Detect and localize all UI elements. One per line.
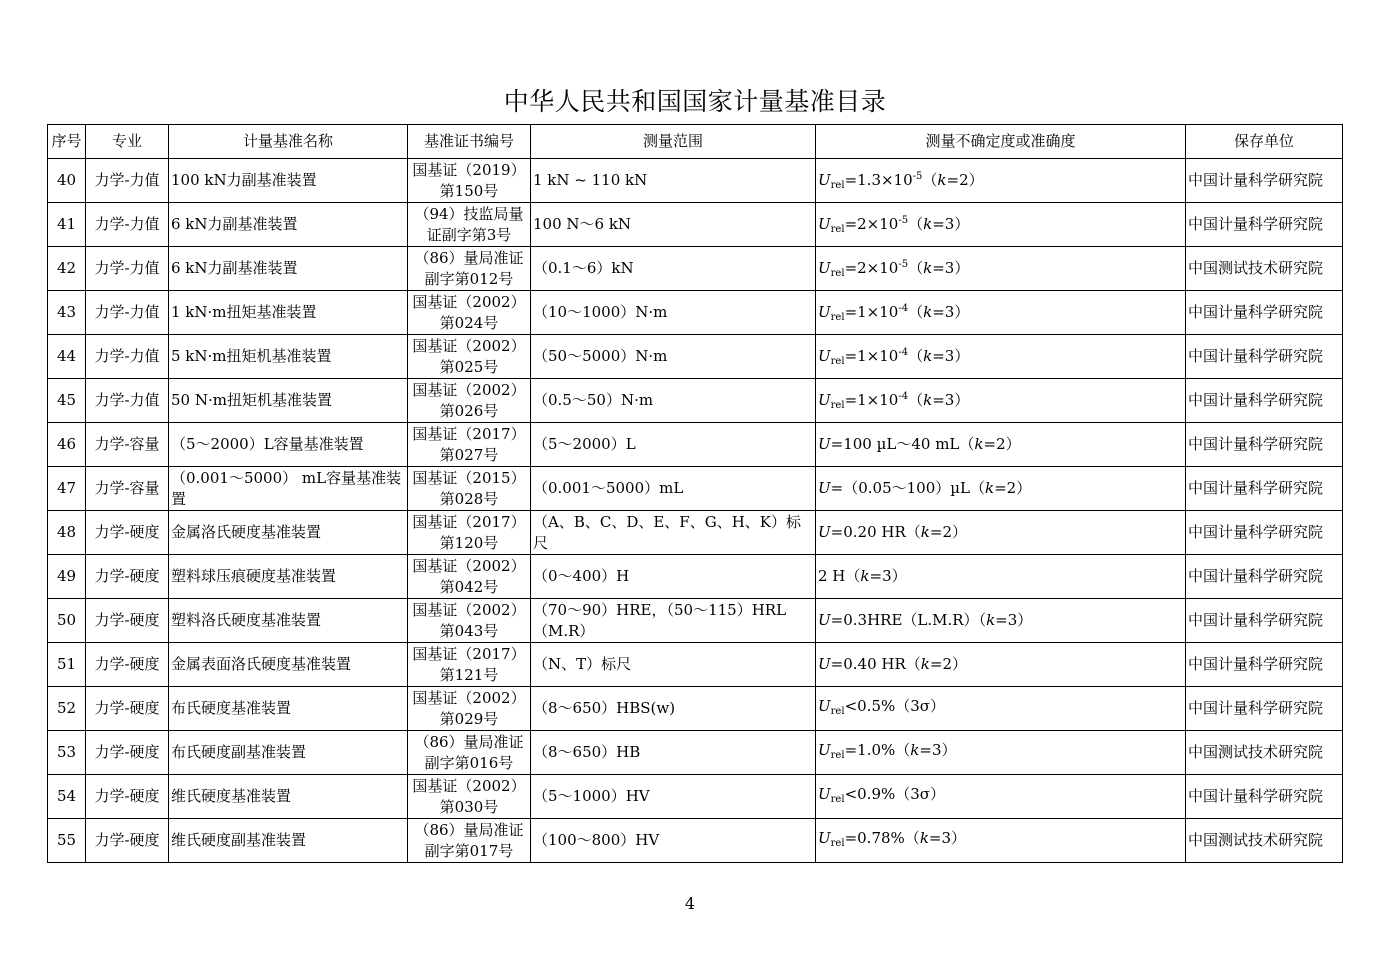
table-row bbox=[48, 599, 1343, 643]
uncertainty-exponent: -5 bbox=[912, 170, 923, 182]
row-certificate: 国基证（2002）第025号 bbox=[408, 335, 531, 379]
row-certificate: 国基证（2019）第150号 bbox=[408, 159, 531, 203]
uncertainty-value: <0.9%（3σ） bbox=[844, 784, 946, 803]
coverage-factor: 3 bbox=[944, 346, 955, 365]
uncertainty-value: =0.20 HR bbox=[830, 523, 906, 541]
table-row bbox=[48, 775, 1343, 819]
coverage-factor: 3 bbox=[944, 214, 955, 233]
uncertainty-exponent: -5 bbox=[898, 258, 909, 270]
row-field: 力学-力值 bbox=[86, 203, 169, 247]
row-standard-name: 100 kN力副基准装置 bbox=[169, 159, 408, 203]
row-certificate: 国基证（2002）第042号 bbox=[408, 555, 531, 599]
row-standard-name: 金属洛氏硬度基准装置 bbox=[169, 511, 408, 555]
row-uncertainty: U=（0.05～100）µL（k=2） bbox=[816, 467, 1186, 511]
uncertainty-subscript: rel bbox=[830, 267, 845, 279]
table-row bbox=[48, 203, 1343, 247]
header-row bbox=[48, 125, 1343, 159]
row-uncertainty: $U_{rel}=1\times 10^{-4}(k=3)$ bbox=[816, 291, 1186, 335]
row-range: （A、B、C、D、E、F、G、H、K）标尺 bbox=[531, 511, 816, 555]
row-number: 42 bbox=[48, 247, 86, 291]
table-row bbox=[48, 643, 1343, 687]
row-number: 50 bbox=[48, 599, 86, 643]
row-range: （0.5～50）N·m bbox=[531, 379, 816, 423]
row-range: （0.1～6）kN bbox=[531, 247, 816, 291]
row-range: （100～800）HV bbox=[531, 819, 816, 863]
row-standard-name: 金属表面洛氏硬度基准装置 bbox=[169, 643, 408, 687]
row-number: 46 bbox=[48, 423, 86, 467]
coverage-factor: 3 bbox=[931, 740, 942, 759]
row-field: 力学-力值 bbox=[86, 335, 169, 379]
uncertainty-symbol: U bbox=[818, 655, 831, 673]
uncertainty-symbol: U bbox=[818, 479, 831, 497]
table-row bbox=[48, 247, 1343, 291]
row-uncertainty: $U_{rel}=1\times 10^{-4}(k=3)$ bbox=[816, 379, 1186, 423]
col-header-no: 序号 bbox=[48, 125, 86, 159]
row-certificate: 国基证（2002）第029号 bbox=[408, 687, 531, 731]
standards-table bbox=[47, 124, 1343, 863]
row-number: 41 bbox=[48, 203, 86, 247]
col-header-field: 专业 bbox=[86, 125, 169, 159]
row-custodian: 中国计量科学研究院 bbox=[1186, 687, 1343, 731]
uncertainty-symbol: U bbox=[818, 523, 831, 541]
row-custodian: 中国计量科学研究院 bbox=[1186, 159, 1343, 203]
col-header-name: 计量基准名称 bbox=[169, 125, 408, 159]
uncertainty-subscript: rel bbox=[830, 179, 845, 191]
row-certificate: 国基证（2002）第030号 bbox=[408, 775, 531, 819]
uncertainty-symbol: U bbox=[818, 611, 831, 629]
coverage-factor: 2 bbox=[1006, 479, 1017, 497]
row-custodian: 中国计量科学研究院 bbox=[1186, 555, 1343, 599]
row-number: 43 bbox=[48, 291, 86, 335]
row-uncertainty: U=0.40 HR（k=2） bbox=[816, 643, 1186, 687]
page-title: 中华人民共和国国家计量基准目录 bbox=[503, 87, 887, 116]
row-certificate: （86）量局准证副字第016号 bbox=[408, 731, 531, 775]
row-standard-name: 塑料球压痕硬度基准装置 bbox=[169, 555, 408, 599]
table-row bbox=[48, 423, 1343, 467]
row-standard-name: 布氏硬度基准装置 bbox=[169, 687, 408, 731]
row-range: （8～650）HB bbox=[531, 731, 816, 775]
row-uncertainty bbox=[816, 687, 1186, 731]
row-range: （5～1000）HV bbox=[531, 775, 816, 819]
row-field: 力学-力值 bbox=[86, 159, 169, 203]
row-certificate: 国基证（2017）第120号 bbox=[408, 511, 531, 555]
row-standard-name: （5～2000）L容量基准装置 bbox=[169, 423, 408, 467]
row-number: 51 bbox=[48, 643, 86, 687]
uncertainty-symbol: U bbox=[818, 828, 831, 847]
row-standard-name: 塑料洛氏硬度基准装置 bbox=[169, 599, 408, 643]
uncertainty-symbol: U bbox=[818, 302, 831, 321]
row-number: 52 bbox=[48, 687, 86, 731]
uncertainty-subscript: rel bbox=[830, 749, 845, 761]
row-number: 40 bbox=[48, 159, 86, 203]
row-range: （8～650）HBS(w) bbox=[531, 687, 816, 731]
row-standard-name: 6 kN力副基准装置 bbox=[169, 203, 408, 247]
uncertainty-subscript: rel bbox=[830, 837, 845, 849]
row-custodian: 中国计量科学研究院 bbox=[1186, 335, 1343, 379]
coverage-factor: 3 bbox=[944, 302, 955, 321]
row-field: 力学-硬度 bbox=[86, 643, 169, 687]
uncertainty-exponent: -4 bbox=[898, 302, 909, 314]
row-field: 力学-硬度 bbox=[86, 731, 169, 775]
uncertainty-value: 2 H bbox=[818, 567, 846, 585]
row-uncertainty: $U_{rel}=2\times 10^{-5}(k=3)$ bbox=[816, 247, 1186, 291]
uncertainty-value: =0.40 HR bbox=[830, 655, 906, 673]
uncertainty-exponent: -5 bbox=[898, 214, 909, 226]
table-row bbox=[48, 291, 1343, 335]
uncertainty-symbol: U bbox=[818, 346, 831, 365]
row-custodian: 中国计量科学研究院 bbox=[1186, 423, 1343, 467]
row-uncertainty bbox=[816, 775, 1186, 819]
uncertainty-value: =1×10 bbox=[844, 346, 899, 365]
uncertainty-value: <0.5%（3σ） bbox=[844, 696, 946, 715]
table-row bbox=[48, 511, 1343, 555]
coverage-factor: 2 bbox=[942, 523, 953, 541]
uncertainty-symbol: U bbox=[818, 170, 831, 189]
row-field: 力学-硬度 bbox=[86, 599, 169, 643]
page-number: 4 bbox=[684, 894, 696, 913]
row-range: （0～400）H bbox=[531, 555, 816, 599]
coverage-factor: 2 bbox=[942, 655, 953, 673]
row-uncertainty: $U_{rel}=1.3\times 10^{-5}(k=2)$ bbox=[816, 159, 1186, 203]
col-header-unit: 保存单位 bbox=[1186, 125, 1343, 159]
row-number: 48 bbox=[48, 511, 86, 555]
row-field: 力学-硬度 bbox=[86, 511, 169, 555]
row-uncertainty: $U_{rel}=0.78\%(k=3)$ bbox=[816, 819, 1186, 863]
uncertainty-exponent: -4 bbox=[898, 390, 909, 402]
table-row bbox=[48, 159, 1343, 203]
row-number: 53 bbox=[48, 731, 86, 775]
row-field: 力学-硬度 bbox=[86, 687, 169, 731]
uncertainty-value: =2×10 bbox=[844, 258, 899, 277]
uncertainty-exponent: -4 bbox=[898, 346, 909, 358]
row-certificate: （86）量局准证副字第012号 bbox=[408, 247, 531, 291]
row-certificate: 国基证（2015）第028号 bbox=[408, 467, 531, 511]
uncertainty-subscript: rel bbox=[830, 311, 845, 323]
uncertainty-symbol: U bbox=[818, 435, 831, 453]
row-uncertainty: 2 H（k=3） bbox=[816, 555, 1186, 599]
row-field: 力学-力值 bbox=[86, 379, 169, 423]
uncertainty-value: =1.0% bbox=[844, 740, 896, 759]
row-range: （0.001～5000）mL bbox=[531, 467, 816, 511]
row-standard-name: 5 kN·m扭矩机基准装置 bbox=[169, 335, 408, 379]
col-header-uncertainty: 测量不确定度或准确度 bbox=[816, 125, 1186, 159]
row-number: 54 bbox=[48, 775, 86, 819]
coverage-factor: 3 bbox=[944, 390, 955, 409]
table-row bbox=[48, 819, 1343, 863]
row-field: 力学-硬度 bbox=[86, 555, 169, 599]
row-uncertainty: $U_{rel}=1.0\%(k=3)$ bbox=[816, 731, 1186, 775]
uncertainty-subscript: rel bbox=[830, 223, 845, 235]
uncertainty-value: =1×10 bbox=[844, 390, 899, 409]
row-uncertainty: U=0.20 HR（k=2） bbox=[816, 511, 1186, 555]
row-custodian: 中国计量科学研究院 bbox=[1186, 467, 1343, 511]
row-custodian: 中国计量科学研究院 bbox=[1186, 643, 1343, 687]
row-range: 1 kN ~ 110 kN bbox=[531, 159, 816, 203]
table-row bbox=[48, 335, 1343, 379]
row-range: （70～90）HRE，（50～115）HRL（M.R） bbox=[531, 599, 816, 643]
row-range: （50～5000）N·m bbox=[531, 335, 816, 379]
row-custodian: 中国测试技术研究院 bbox=[1186, 731, 1343, 775]
row-standard-name: 6 kN力副基准装置 bbox=[169, 247, 408, 291]
row-custodian: 中国计量科学研究院 bbox=[1186, 599, 1343, 643]
uncertainty-subscript: rel bbox=[830, 355, 845, 367]
row-custodian: 中国计量科学研究院 bbox=[1186, 291, 1343, 335]
row-custodian: 中国测试技术研究院 bbox=[1186, 247, 1343, 291]
row-standard-name: （0.001～5000） mL容量基准装置 bbox=[169, 467, 408, 511]
uncertainty-value: =100 µL～40 mL bbox=[830, 435, 960, 453]
row-custodian: 中国计量科学研究院 bbox=[1186, 775, 1343, 819]
uncertainty-value: =1.3×10 bbox=[844, 170, 913, 189]
uncertainty-subscript: rel bbox=[830, 705, 845, 717]
row-field: 力学-容量 bbox=[86, 423, 169, 467]
row-range: 100 N～6 kN bbox=[531, 203, 816, 247]
uncertainty-symbol: U bbox=[818, 390, 831, 409]
table-row bbox=[48, 379, 1343, 423]
row-uncertainty: U=0.3HRE（L.M.R）（k=3） bbox=[816, 599, 1186, 643]
row-uncertainty: U=100 µL～40 mL（k=2） bbox=[816, 423, 1186, 467]
row-certificate: 国基证（2002）第024号 bbox=[408, 291, 531, 335]
row-number: 44 bbox=[48, 335, 86, 379]
table-row bbox=[48, 555, 1343, 599]
coverage-factor: 3 bbox=[882, 567, 892, 585]
row-uncertainty: $U_{rel}=1\times 10^{-4}(k=3)$ bbox=[816, 335, 1186, 379]
coverage-factor: 3 bbox=[941, 828, 952, 847]
row-field: 力学-硬度 bbox=[86, 775, 169, 819]
row-number: 45 bbox=[48, 379, 86, 423]
table-row bbox=[48, 467, 1343, 511]
col-header-range: 测量范围 bbox=[531, 125, 816, 159]
row-range: （N、T）标尺 bbox=[531, 643, 816, 687]
uncertainty-symbol: U bbox=[818, 214, 831, 233]
row-certificate: 国基证（2002）第043号 bbox=[408, 599, 531, 643]
row-certificate: 国基证（2017）第121号 bbox=[408, 643, 531, 687]
row-range: （5～2000）L bbox=[531, 423, 816, 467]
row-certificate: （86）量局准证副字第017号 bbox=[408, 819, 531, 863]
coverage-factor: 2 bbox=[996, 435, 1006, 453]
table-body bbox=[48, 159, 1343, 863]
uncertainty-symbol: U bbox=[818, 696, 831, 715]
row-custodian: 中国计量科学研究院 bbox=[1186, 379, 1343, 423]
uncertainty-subscript: rel bbox=[830, 793, 845, 805]
table-row bbox=[48, 731, 1343, 775]
row-field: 力学-力值 bbox=[86, 291, 169, 335]
row-custodian: 中国计量科学研究院 bbox=[1186, 511, 1343, 555]
uncertainty-subscript: rel bbox=[830, 399, 845, 411]
row-certificate: （94）技监局量证副字第3号 bbox=[408, 203, 531, 247]
row-standard-name: 布氏硬度副基准装置 bbox=[169, 731, 408, 775]
row-custodian: 中国计量科学研究院 bbox=[1186, 203, 1343, 247]
row-custodian: 中国测试技术研究院 bbox=[1186, 819, 1343, 863]
uncertainty-value: =0.3HRE（L.M.R） bbox=[830, 611, 979, 629]
coverage-factor: 2 bbox=[959, 170, 969, 189]
uncertainty-value: =（0.05～100）µL bbox=[830, 479, 970, 497]
row-field: 力学-力值 bbox=[86, 247, 169, 291]
row-range: （10～1000）N·m bbox=[531, 291, 816, 335]
row-standard-name: 1 kN·m扭矩基准装置 bbox=[169, 291, 408, 335]
row-standard-name: 50 N·m扭矩机基准装置 bbox=[169, 379, 408, 423]
row-standard-name: 维氏硬度副基准装置 bbox=[169, 819, 408, 863]
table-row bbox=[48, 687, 1343, 731]
row-uncertainty: $U_{rel}=2\times 10^{-5}(k=3)$ bbox=[816, 203, 1186, 247]
row-number: 49 bbox=[48, 555, 86, 599]
row-field: 力学-硬度 bbox=[86, 819, 169, 863]
row-certificate: 国基证（2002）第026号 bbox=[408, 379, 531, 423]
uncertainty-value: =2×10 bbox=[844, 214, 899, 233]
coverage-factor: 3 bbox=[944, 258, 955, 277]
row-number: 55 bbox=[48, 819, 86, 863]
uncertainty-symbol: U bbox=[818, 784, 831, 803]
uncertainty-value: =1×10 bbox=[844, 302, 899, 321]
uncertainty-symbol: U bbox=[818, 258, 831, 277]
uncertainty-symbol: U bbox=[818, 740, 831, 759]
row-standard-name: 维氏硬度基准装置 bbox=[169, 775, 408, 819]
col-header-cert: 基准证书编号 bbox=[408, 125, 531, 159]
row-number: 47 bbox=[48, 467, 86, 511]
uncertainty-value: =0.78% bbox=[844, 828, 905, 847]
row-field: 力学-容量 bbox=[86, 467, 169, 511]
coverage-factor: 3 bbox=[1007, 611, 1018, 629]
row-certificate: 国基证（2017）第027号 bbox=[408, 423, 531, 467]
